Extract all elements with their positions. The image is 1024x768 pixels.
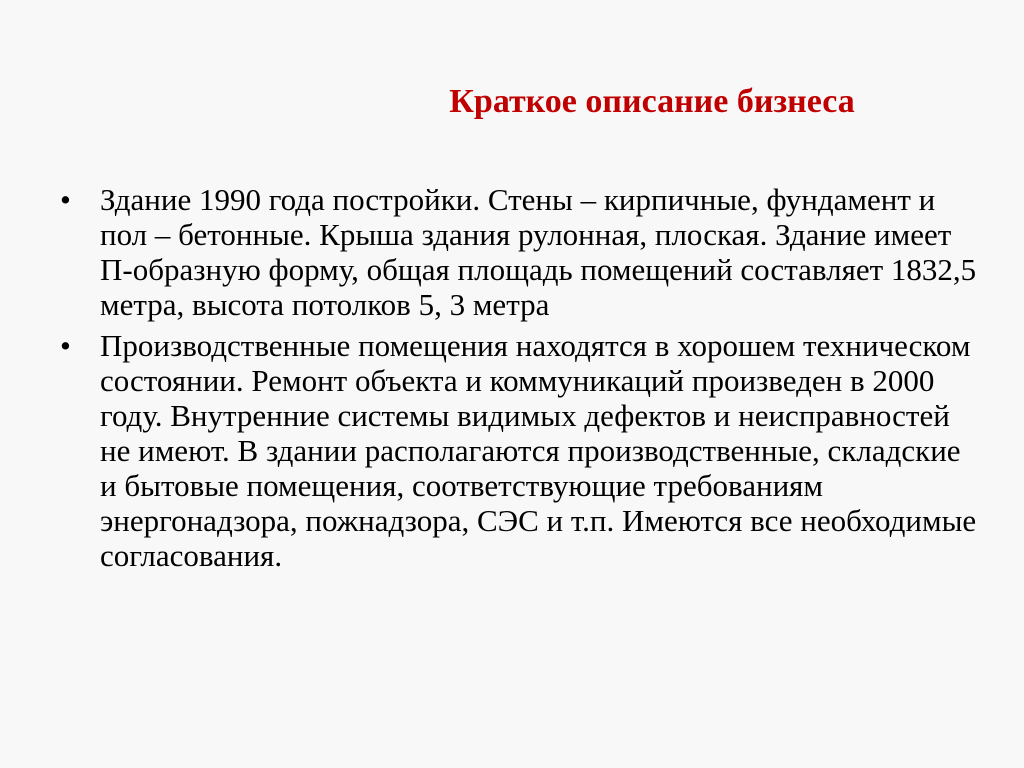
bullet-text: Производственные помещения находятся в хорошем техническом состоянии. Ремонт объекта и коммуникаций произведен в 2000 году. Внутренние системы видимых дефектов и неисправностей не имеют. В здании располагаются производственные, складские и бытовые помещения, соответствующие требованиям энергонадзора, пожнадзора, СЭС и т.п. Имеются все необходимые согласования. — [100, 328, 977, 573]
bullet-text: Здание 1990 года постройки. Стены – кирпичные, фундамент и пол – бетонные. Крыша здания рулонная, плоская. Здание имеет П-образную форму, общая площадь помещений составляет 1832,5 метра, высота потолков 5, 3 метра — [100, 182, 977, 322]
slide-title: Краткое описание бизнеса — [449, 83, 855, 120]
bullet-item — [60, 328, 980, 573]
bullet-item — [60, 182, 980, 322]
bullet-marker-icon: • — [60, 328, 71, 363]
bullet-marker-icon: • — [60, 182, 71, 217]
bullet-list — [60, 182, 980, 579]
